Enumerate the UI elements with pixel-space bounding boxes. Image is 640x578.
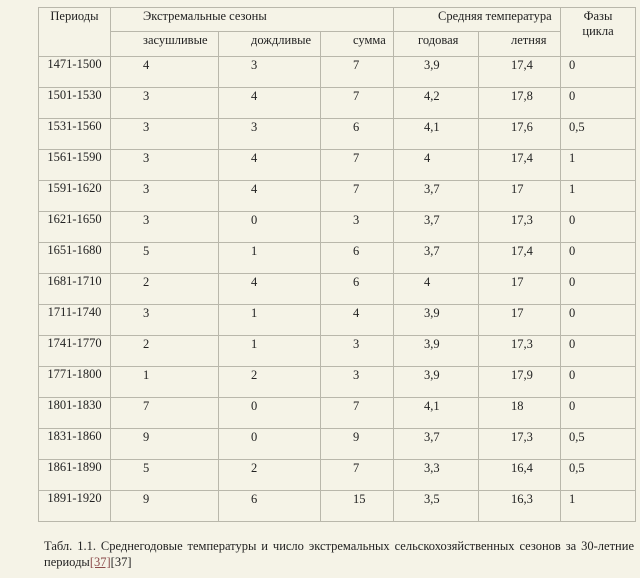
rainy-cell: 4 xyxy=(219,181,321,212)
phase-cell: 0 xyxy=(561,398,636,429)
summer-cell: 17,9 xyxy=(479,367,561,398)
sum-cell: 3 xyxy=(321,212,394,243)
header-row-top xyxy=(39,8,636,32)
header-rainy: дождливые xyxy=(219,32,321,57)
table-row xyxy=(39,305,636,336)
table-row xyxy=(39,274,636,305)
header-summer: летняя xyxy=(479,32,561,57)
rainy-cell: 3 xyxy=(219,119,321,150)
dry-cell: 4 xyxy=(111,57,219,88)
table-row xyxy=(39,429,636,460)
table-body xyxy=(39,57,636,522)
table-row xyxy=(39,398,636,429)
header-annual: годовая xyxy=(394,32,479,57)
summer-cell: 17,3 xyxy=(479,212,561,243)
dry-cell: 7 xyxy=(111,398,219,429)
header-extreme-seasons: Экстремальные сезоны xyxy=(111,8,394,32)
rainy-cell: 1 xyxy=(219,243,321,274)
annual-cell: 3,7 xyxy=(394,243,479,274)
period-cell: 1861-1890 xyxy=(39,460,111,491)
summer-cell: 18 xyxy=(479,398,561,429)
sum-cell: 6 xyxy=(321,243,394,274)
sum-cell: 7 xyxy=(321,88,394,119)
summer-cell: 17,3 xyxy=(479,336,561,367)
dry-cell: 5 xyxy=(111,243,219,274)
phase-cell: 1 xyxy=(561,181,636,212)
rainy-cell: 6 xyxy=(219,491,321,522)
rainy-cell: 4 xyxy=(219,274,321,305)
sum-cell: 15 xyxy=(321,491,394,522)
annual-cell: 3,5 xyxy=(394,491,479,522)
table-row xyxy=(39,460,636,491)
rainy-cell: 1 xyxy=(219,305,321,336)
annual-cell: 3,7 xyxy=(394,181,479,212)
period-cell: 1651-1680 xyxy=(39,243,111,274)
dry-cell: 5 xyxy=(111,460,219,491)
sum-cell: 7 xyxy=(321,398,394,429)
dry-cell: 3 xyxy=(111,119,219,150)
annual-cell: 4,1 xyxy=(394,119,479,150)
phase-cell: 0 xyxy=(561,57,636,88)
period-cell: 1621-1650 xyxy=(39,212,111,243)
summer-cell: 17,4 xyxy=(479,243,561,274)
table-row xyxy=(39,88,636,119)
phase-cell: 0,5 xyxy=(561,460,636,491)
rainy-cell: 0 xyxy=(219,398,321,429)
table-caption xyxy=(44,538,634,570)
dry-cell: 3 xyxy=(111,150,219,181)
dry-cell: 2 xyxy=(111,336,219,367)
header-periods: Периоды xyxy=(39,8,111,57)
period-cell: 1591-1620 xyxy=(39,181,111,212)
rainy-cell: 2 xyxy=(219,460,321,491)
sum-cell: 3 xyxy=(321,367,394,398)
table-row xyxy=(39,243,636,274)
phase-cell: 0 xyxy=(561,274,636,305)
rainy-cell: 0 xyxy=(219,429,321,460)
phase-cell: 0 xyxy=(561,88,636,119)
annual-cell: 3,3 xyxy=(394,460,479,491)
table-row xyxy=(39,212,636,243)
sum-cell: 6 xyxy=(321,119,394,150)
table-row xyxy=(39,491,636,522)
header-sum: сумма xyxy=(321,32,394,57)
summer-cell: 16,4 xyxy=(479,460,561,491)
sum-cell: 7 xyxy=(321,150,394,181)
sum-cell: 9 xyxy=(321,429,394,460)
dry-cell: 1 xyxy=(111,367,219,398)
annual-cell: 4,1 xyxy=(394,398,479,429)
phase-cell: 0 xyxy=(561,305,636,336)
summer-cell: 17 xyxy=(479,305,561,336)
phase-cell: 1 xyxy=(561,491,636,522)
footnote-plain: [37] xyxy=(110,555,132,569)
summer-cell: 17,4 xyxy=(479,57,561,88)
dry-cell: 3 xyxy=(111,212,219,243)
period-cell: 1801-1830 xyxy=(39,398,111,429)
period-cell: 1501-1530 xyxy=(39,88,111,119)
header-row-sub xyxy=(39,32,636,57)
summer-cell: 17 xyxy=(479,181,561,212)
summer-cell: 17,8 xyxy=(479,88,561,119)
period-cell: 1741-1770 xyxy=(39,336,111,367)
period-cell: 1531-1560 xyxy=(39,119,111,150)
table-row xyxy=(39,367,636,398)
summer-cell: 17 xyxy=(479,274,561,305)
period-cell: 1471-1500 xyxy=(39,57,111,88)
period-cell: 1891-1920 xyxy=(39,491,111,522)
period-cell: 1681-1710 xyxy=(39,274,111,305)
rainy-cell: 3 xyxy=(219,57,321,88)
sum-cell: 4 xyxy=(321,305,394,336)
table-row xyxy=(39,181,636,212)
rainy-cell: 1 xyxy=(219,336,321,367)
sum-cell: 7 xyxy=(321,460,394,491)
phase-cell: 0 xyxy=(561,367,636,398)
annual-cell: 3,7 xyxy=(394,212,479,243)
annual-cell: 4 xyxy=(394,150,479,181)
period-cell: 1771-1800 xyxy=(39,367,111,398)
annual-cell: 3,9 xyxy=(394,336,479,367)
period-cell: 1831-1860 xyxy=(39,429,111,460)
table-row xyxy=(39,336,636,367)
rainy-cell: 2 xyxy=(219,367,321,398)
dry-cell: 3 xyxy=(111,88,219,119)
annual-cell: 4 xyxy=(394,274,479,305)
rainy-cell: 4 xyxy=(219,88,321,119)
climate-table xyxy=(38,7,636,522)
summer-cell: 17,3 xyxy=(479,429,561,460)
phase-cell: 0,5 xyxy=(561,429,636,460)
dry-cell: 3 xyxy=(111,305,219,336)
header-phases: Фазы цикла xyxy=(561,8,636,57)
annual-cell: 4,2 xyxy=(394,88,479,119)
rainy-cell: 0 xyxy=(219,212,321,243)
dry-cell: 9 xyxy=(111,429,219,460)
table-row xyxy=(39,57,636,88)
annual-cell: 3,7 xyxy=(394,429,479,460)
phase-cell: 0 xyxy=(561,243,636,274)
dry-cell: 2 xyxy=(111,274,219,305)
phase-cell: 0 xyxy=(561,212,636,243)
annual-cell: 3,9 xyxy=(394,57,479,88)
table-row xyxy=(39,150,636,181)
sum-cell: 3 xyxy=(321,336,394,367)
header-dry: засушливые xyxy=(111,32,219,57)
summer-cell: 17,4 xyxy=(479,150,561,181)
rainy-cell: 4 xyxy=(219,150,321,181)
period-cell: 1711-1740 xyxy=(39,305,111,336)
dry-cell: 3 xyxy=(111,181,219,212)
caption-text: Табл. 1.1. Среднегодовые температуры и число экстремальных сельскохозяйственных сезонов за 30-летние периоды xyxy=(44,539,634,569)
header-avg-temp: Средняя температура xyxy=(394,8,561,32)
phase-cell: 0,5 xyxy=(561,119,636,150)
summer-cell: 17,6 xyxy=(479,119,561,150)
annual-cell: 3,9 xyxy=(394,305,479,336)
period-cell: 1561-1590 xyxy=(39,150,111,181)
table-row xyxy=(39,119,636,150)
dry-cell: 9 xyxy=(111,491,219,522)
sum-cell: 7 xyxy=(321,57,394,88)
sum-cell: 7 xyxy=(321,181,394,212)
sum-cell: 6 xyxy=(321,274,394,305)
phase-cell: 0 xyxy=(561,336,636,367)
footnote-link[interactable]: [37] xyxy=(89,555,111,569)
summer-cell: 16,3 xyxy=(479,491,561,522)
annual-cell: 3,9 xyxy=(394,367,479,398)
phase-cell: 1 xyxy=(561,150,636,181)
